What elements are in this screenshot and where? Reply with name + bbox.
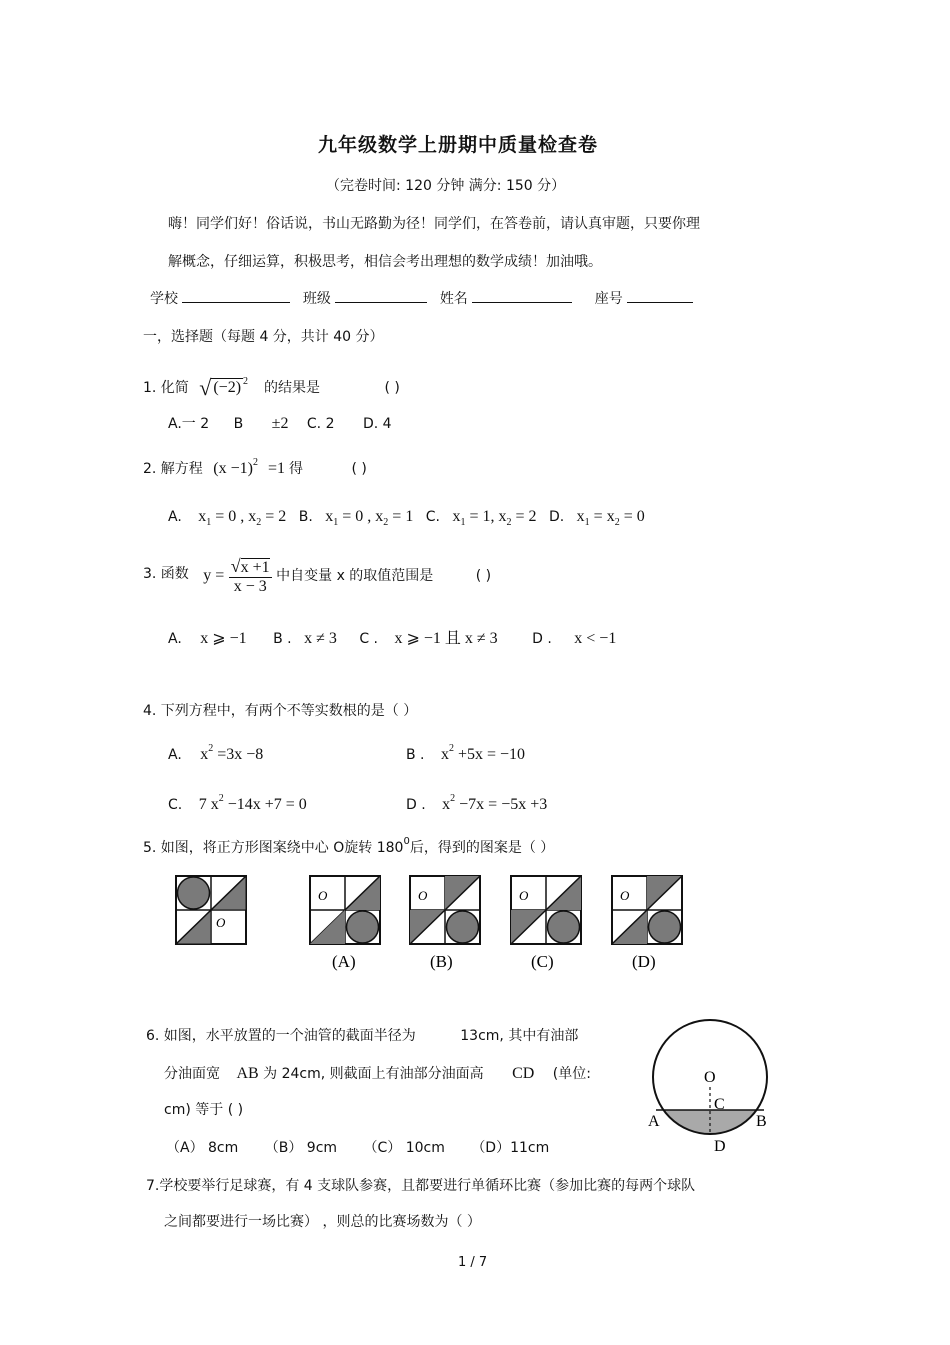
intro-line-2: 解概念，仔细运算，积极思考，相信会考出理想的数学成绩！加油哦。 [168, 254, 602, 270]
q7-line-2: 之间都要进行一场比赛） ，则总的比赛场数为（ ） [164, 1214, 481, 1230]
q1-radical [199, 375, 252, 400]
q3-opt-a: x ⩾ −1 [200, 630, 247, 647]
q5-choice-c[interactable] [511, 876, 581, 971]
q2-answer-paren: ( ) [351, 461, 367, 477]
q5-choice-d[interactable] [612, 876, 682, 971]
q4-opt-d-rest: −7x = −5x +3 [459, 796, 548, 813]
q2-prefix: 2. 解方程 [143, 461, 203, 477]
q5-label-b: (B) [430, 952, 453, 971]
q4-opt-b [406, 743, 526, 764]
q5-choice-a[interactable] [310, 876, 380, 971]
q4-opt-c-label: C. [168, 797, 183, 813]
q2-opt-a-rest2: = 2 [265, 508, 287, 525]
q5-figures [170, 870, 700, 975]
radical-icon: √ [199, 375, 212, 400]
q2-eq-left: (x −1) [213, 460, 253, 477]
q5-degree: 0 [403, 836, 410, 847]
q4-opt-a-x: x [200, 746, 209, 763]
q6-line2-b: 为 24cm, 则截面上有油部分油面高 [263, 1066, 484, 1082]
q2-opt-b [325, 508, 414, 528]
q3-opt-a-label: A. [168, 631, 182, 647]
q6-ab: AB [236, 1065, 259, 1082]
q6-opt-a: （A） 8cm [166, 1140, 239, 1156]
question-4: 4. 下列方程中，有两个不等实数根的是（ ） [143, 703, 418, 719]
label-b: B [756, 1113, 767, 1130]
q2-opt-d-label: D. [548, 509, 565, 525]
q4-opt-c-x: 7 x [198, 796, 219, 813]
q6-opt-b: （B） 9cm [264, 1140, 338, 1156]
question-2 [143, 458, 367, 478]
school-blank[interactable] [182, 288, 290, 303]
name-label: 姓名 [439, 291, 468, 307]
q2-opt-d-sub2: 2 [614, 517, 620, 528]
q5-b-o: O [418, 888, 428, 903]
seat-blank[interactable] [627, 288, 693, 303]
q1-exp: 2 [243, 376, 249, 387]
q6-line2-a: 分油面宽 [164, 1066, 220, 1082]
q6-line-1 [146, 1025, 578, 1045]
q2-opt-d-rest: = x [593, 508, 615, 525]
q4-opt-b-exp: 2 [448, 743, 454, 754]
q6-opt-c: （C） 10cm [363, 1140, 445, 1156]
q3-opt-c-label: C . [359, 631, 379, 647]
q2-opt-c-rest2: = 2 [515, 508, 537, 525]
q6-line-2 [164, 1063, 591, 1083]
name-blank[interactable] [472, 288, 572, 303]
class-blank[interactable] [335, 288, 427, 303]
q5-a-o: O [318, 888, 328, 903]
question-5 [143, 837, 554, 857]
q5-original-pattern [176, 876, 246, 944]
label-o: O [704, 1069, 716, 1086]
q2-opt-c-label: C. [425, 509, 441, 525]
q6-pipe-figure [640, 1015, 775, 1160]
label-c: C [714, 1096, 725, 1113]
q3-y: y = [203, 567, 225, 584]
q2-suffix: 得 [288, 461, 303, 477]
page-title: 九年级数学上册期中质量检查卷 [318, 134, 599, 156]
q2-opt-c-sub2: 2 [506, 517, 512, 528]
q4-opt-c [168, 793, 307, 814]
q2-opt-d-x: x [576, 508, 585, 525]
label-d: D [714, 1138, 726, 1155]
section-heading: 一，选择题（每题 4 分，共计 40 分） [143, 329, 384, 345]
q5-text-a: 5. 如图，将正方形图案绕中心 O旋转 180 [143, 840, 404, 856]
q2-opt-c-rest: = 1, x [469, 508, 507, 525]
q6-cd: CD [512, 1065, 535, 1082]
school-label: 学校 [150, 291, 178, 307]
q1-opt-b: B [233, 416, 244, 432]
q4-opt-a [168, 743, 264, 764]
q3-fraction [229, 556, 272, 596]
q6-options [166, 1137, 549, 1157]
q2-opt-b-sub1: 1 [333, 517, 339, 528]
q3-prefix: 3. 函数 [143, 566, 189, 582]
q3-answer-paren: ( ) [475, 568, 492, 584]
q4-opt-d-x: x [442, 796, 451, 813]
q2-opt-a-sub2: 2 [256, 517, 262, 528]
q4-opt-b-label: B . [406, 747, 425, 763]
q4-opt-c-exp: 2 [218, 793, 224, 804]
q2-eq-right: =1 [267, 460, 285, 477]
question-1 [143, 372, 400, 398]
q5-d-o: O [620, 888, 630, 903]
label-a: A [648, 1113, 660, 1130]
q2-options [168, 508, 645, 526]
q6-line2-c: (单位: [552, 1066, 591, 1082]
info-fields [150, 288, 693, 308]
q5-text-b: 后，得到的图案是（ ） [409, 840, 555, 856]
q1-prefix: 1. 化简 [143, 380, 189, 396]
q2-opt-b-x: x [325, 508, 334, 525]
q2-opt-c [452, 508, 537, 528]
page-number: 1 / 7 [458, 1255, 488, 1270]
q1-suffix: 的结果是 [264, 380, 321, 396]
question-3 [143, 556, 491, 596]
q5-c-o: O [519, 888, 529, 903]
q4-opt-a-exp: 2 [208, 743, 214, 754]
q3-opt-d: x < −1 [574, 630, 617, 647]
q1-options [168, 413, 392, 433]
q1-opt-a: A.一 2 [168, 416, 210, 432]
q5-label-a: (A) [332, 952, 356, 971]
q2-opt-b-rest: = 0 , x [342, 508, 384, 525]
q3-suffix: 中自变量 x 的取值范围是 [276, 568, 434, 584]
q6-line-3: cm) 等于 ( ) [164, 1102, 244, 1118]
q2-opt-d [576, 508, 645, 528]
q1-radicand: (−2) [213, 379, 242, 396]
q2-opt-b-label: B. [298, 509, 313, 525]
q1-opt-b-value: ±2 [271, 415, 289, 432]
q3-denominator: x − 3 [233, 578, 267, 595]
q2-opt-a-rest: = 0 , x [215, 508, 257, 525]
q3-options [168, 625, 616, 648]
q6-line1-b: 13cm, 其中有油部 [460, 1028, 579, 1044]
q2-opt-a-label: A. [168, 509, 182, 525]
q3-opt-b: x ≠ 3 [304, 630, 337, 647]
q2-opt-d-rest2: = 0 [623, 508, 645, 525]
q4-opt-d [406, 793, 548, 814]
q4-opt-b-rest: +5x = −10 [457, 746, 526, 763]
q2-opt-b-sub2: 2 [383, 517, 389, 528]
q4-opt-d-label: D . [406, 797, 426, 813]
oil-region [640, 1110, 775, 1160]
q6-line1-a: 6. 如图，水平放置的一个油管的截面半径为 [146, 1028, 416, 1044]
q2-opt-c-sub1: 1 [460, 517, 466, 528]
q2-exp: 2 [252, 457, 258, 468]
q3-opt-d-label: D . [532, 631, 552, 647]
q3-numerator [229, 556, 272, 578]
intro-line-1: 嗨！同学们好！俗话说，书山无路勤为径！同学们，在答卷前，请认真审题，只要你理 [168, 216, 700, 232]
q4-opt-d-exp: 2 [450, 793, 456, 804]
q1-opt-d: D. 4 [362, 416, 392, 432]
q4-opt-a-rest: =3x −8 [217, 746, 264, 763]
q2-opt-a-sub1: 1 [206, 517, 212, 528]
q6-opt-d: （D）11cm [471, 1140, 550, 1156]
q4-opt-c-rest: −14x +7 = 0 [227, 796, 307, 813]
q1-answer-paren: ( ) [384, 380, 400, 396]
q4-opt-b-x: x [440, 746, 449, 763]
q2-opt-d-sub1: 1 [584, 517, 590, 528]
q2-opt-b-rest2: = 1 [392, 508, 414, 525]
q3-num-text: x +1 [240, 559, 270, 576]
q4-opt-a-label: A. [168, 747, 182, 763]
q1-opt-c: C. 2 [306, 416, 335, 432]
seat-label: 座号 [594, 291, 623, 307]
q5-fig-o: O [216, 915, 226, 930]
q2-equation [213, 457, 289, 477]
q5-choice-b[interactable] [410, 876, 480, 971]
class-label: 班级 [302, 291, 331, 307]
q3-opt-b-label: B . [273, 631, 292, 647]
q2-opt-a [198, 508, 287, 528]
q2-opt-c-x: x [452, 508, 461, 525]
exam-time-info: （完卷时间: 120 分钟 满分: 150 分） [326, 178, 566, 194]
q5-label-d: (D) [632, 952, 656, 971]
radical-icon: √ [230, 556, 241, 576]
q3-opt-c: x ⩾ −1 且 x ≠ 3 [394, 630, 498, 647]
q7-line-1: 7.学校要举行足球赛，有 4 支球队参赛，且都要进行单循环比赛（参加比赛的每两个球队 [146, 1178, 696, 1194]
q2-opt-a-x: x [198, 508, 207, 525]
q5-label-c: (C) [531, 952, 554, 971]
